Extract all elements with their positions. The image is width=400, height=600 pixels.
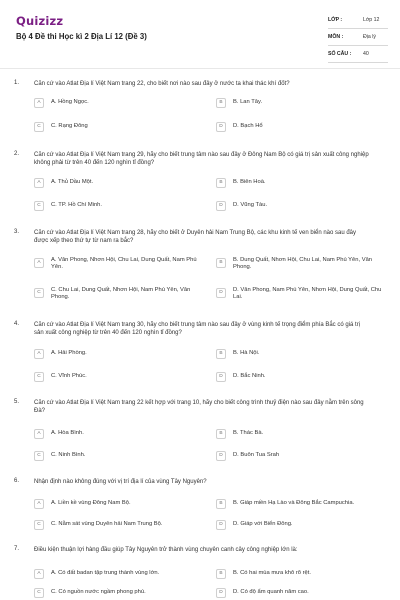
option-text: C. Chu Lai, Dung Quất, Nhơn Hội, Nam Phú Yên, Vân Phong. bbox=[51, 287, 191, 301]
option-letter-box: D bbox=[216, 588, 226, 598]
question-number: 4. bbox=[14, 321, 20, 327]
option-letter-box: B bbox=[216, 499, 226, 509]
option-text: D. Vân Phong, Nam Phú Yên, Nhơn Hội, Dung Quất, Chu Lai. bbox=[233, 287, 382, 301]
option-text: A. Liền kề vùng Đông Nam Bộ. bbox=[51, 500, 131, 506]
option-text: A. Hồng Ngọc. bbox=[51, 99, 89, 105]
option-text: B. Thác Bà. bbox=[233, 430, 264, 436]
option-letter-box: B bbox=[216, 349, 226, 359]
option-a[interactable] bbox=[34, 254, 206, 275]
meta-row-count bbox=[328, 46, 388, 63]
meta-row-subject bbox=[328, 29, 388, 46]
question-text: Nhận định nào không đúng với vị trí địa lí của vùng Tây Nguyên? bbox=[34, 479, 207, 485]
meta-label: LỚP : bbox=[328, 17, 343, 23]
option-text: D. Giáp với Biển Đông. bbox=[233, 521, 293, 527]
option-text: B. Dung Quất, Nhơn Hội, Chu Lai, Nam Phú Yên, Vân Phong. bbox=[233, 257, 373, 271]
option-d[interactable] bbox=[216, 199, 388, 213]
option-text: B. Có hai mùa mưa khô rõ rệt. bbox=[233, 570, 311, 576]
option-c[interactable] bbox=[34, 370, 206, 384]
option-b[interactable] bbox=[216, 427, 388, 441]
option-text: B. Biên Hoà. bbox=[233, 179, 266, 185]
option-text: D. Bạch Hổ bbox=[233, 123, 263, 129]
option-letter-box: C bbox=[34, 372, 44, 382]
option-text: A. Hải Phòng. bbox=[51, 350, 87, 356]
quizizz-logo: Quizizz bbox=[16, 14, 64, 28]
question-number: 3. bbox=[14, 229, 20, 235]
option-letter-box: D bbox=[216, 122, 226, 132]
option-b[interactable] bbox=[216, 96, 388, 110]
option-letter-box: B bbox=[216, 258, 226, 268]
option-c[interactable] bbox=[34, 449, 206, 463]
question-text: Căn cứ vào Atlat Địa lí Việt Nam trang 28, hãy cho biết ở Duyên hải Nam Trung Bộ, các khu kinh tế ven biển nào sau đây được xếp theo thứ tự từ nam ra bắc? bbox=[34, 230, 357, 245]
option-letter-box: A bbox=[34, 98, 44, 108]
meta-value: Lớp 12 bbox=[363, 17, 380, 23]
option-text: A. Có đất badan tập trung thành vùng lớn. bbox=[51, 570, 160, 576]
option-letter-box: B bbox=[216, 178, 226, 188]
option-a[interactable] bbox=[34, 176, 206, 190]
option-letter-box: A bbox=[34, 569, 44, 579]
option-letter-box: B bbox=[216, 98, 226, 108]
option-text: C. TP. Hồ Chí Minh. bbox=[51, 202, 103, 208]
option-text: C. Ninh Bình. bbox=[51, 452, 86, 458]
question-text: Căn cứ vào Atlat Địa lí Việt Nam trang 30, hãy cho biết trung tâm nào sau đây ở vùng kinh tế trọng điểm phía Bắc có giá trị sản xuất công nghiệp từ trên 40 đến 120 nghìn tỉ đồng? bbox=[34, 322, 361, 337]
option-d[interactable] bbox=[216, 518, 388, 532]
option-letter-box: D bbox=[216, 288, 226, 298]
question-text: Căn cứ vào Atlat Địa lí Việt Nam trang 22 kết hợp với trang 10, hãy cho biết công trình thuỷ điện nào sau đây nằm trên sông Đà? bbox=[34, 400, 364, 415]
option-text: D. Bắc Ninh. bbox=[233, 373, 266, 379]
option-letter-box: D bbox=[216, 372, 226, 382]
option-letter-box: C bbox=[34, 288, 44, 298]
option-letter-box: B bbox=[216, 569, 226, 579]
option-b[interactable] bbox=[216, 347, 388, 361]
option-c[interactable] bbox=[34, 586, 206, 600]
option-text: D. Có độ ẩm quanh năm cao. bbox=[233, 589, 309, 595]
option-letter-box: C bbox=[34, 201, 44, 211]
option-letter-box: D bbox=[216, 520, 226, 530]
option-d[interactable] bbox=[216, 284, 388, 305]
meta-row-class bbox=[328, 12, 388, 29]
option-b[interactable] bbox=[216, 176, 388, 190]
option-a[interactable] bbox=[34, 96, 206, 110]
header-divider bbox=[0, 68, 400, 69]
meta-value: 40 bbox=[363, 51, 369, 57]
option-text: A. Thủ Dầu Một. bbox=[51, 179, 94, 185]
option-text: A. Vân Phong, Nhơn Hội, Chu Lai, Dung Quất, Nam Phú Yên. bbox=[51, 257, 197, 271]
question-text: Điều kiện thuận lợi hàng đầu giúp Tây Nguyên trở thành vùng chuyên canh cây công nghiệp lớn là: bbox=[34, 547, 298, 553]
question-number: 2. bbox=[14, 151, 20, 157]
worksheet-meta bbox=[328, 12, 388, 63]
worksheet-title: Bộ 4 Đề thi Học kì 2 Địa Lí 12 (Đề 3) bbox=[16, 32, 147, 41]
option-text: D. Buôn Tua Srah bbox=[233, 452, 280, 458]
option-letter-box: C bbox=[34, 451, 44, 461]
option-a[interactable] bbox=[34, 427, 206, 441]
option-a[interactable] bbox=[34, 567, 206, 581]
option-c[interactable] bbox=[34, 199, 206, 213]
question-text: Căn cứ vào Atlat Địa lí Việt Nam trang 22, cho biết nơi nào sau đây ở nước ta khai thác khí đốt? bbox=[34, 81, 290, 87]
meta-label: MÔN : bbox=[328, 34, 344, 40]
option-text: C. Nằm sát vùng Duyên hải Nam Trung Bộ. bbox=[51, 521, 163, 527]
option-letter-box: A bbox=[34, 349, 44, 359]
option-c[interactable] bbox=[34, 518, 206, 532]
option-text: B. Giáp miền Hạ Lào và Đông Bắc Campuchia. bbox=[233, 500, 355, 506]
option-a[interactable] bbox=[34, 497, 206, 511]
option-text: B. Hà Nội. bbox=[233, 350, 260, 356]
option-d[interactable] bbox=[216, 120, 388, 134]
option-letter-box: A bbox=[34, 499, 44, 509]
option-text: A. Hòa Bình. bbox=[51, 430, 84, 436]
option-letter-box: C bbox=[34, 520, 44, 530]
option-a[interactable] bbox=[34, 347, 206, 361]
option-letter-box: D bbox=[216, 201, 226, 211]
option-text: B. Lan Tây. bbox=[233, 99, 263, 105]
option-letter-box: C bbox=[34, 122, 44, 132]
question-number: 7. bbox=[14, 546, 20, 552]
meta-label: SỐ CÂU : bbox=[328, 51, 352, 57]
question-number: 1. bbox=[14, 80, 20, 86]
option-letter-box: A bbox=[34, 429, 44, 439]
question-text: Căn cứ vào Atlat Địa lí Việt Nam trang 29, hãy cho biết trung tâm nào sau đây ở Đông Nam Bộ có giá trị sản xuất công nghiệp không phải từ trên 40 đến 120 nghìn tỉ đồng? bbox=[34, 152, 369, 167]
option-text: C. Vĩnh Phúc. bbox=[51, 373, 87, 379]
option-letter-box: D bbox=[216, 451, 226, 461]
option-letter-box: B bbox=[216, 429, 226, 439]
question-number: 6. bbox=[14, 478, 20, 484]
option-text: C. Có nguồn nước ngầm phong phú. bbox=[51, 589, 146, 595]
option-letter-box: A bbox=[34, 258, 44, 268]
meta-value: Địa lý bbox=[363, 34, 376, 40]
option-b[interactable] bbox=[216, 497, 388, 511]
worksheet-header bbox=[0, 0, 400, 68]
option-c[interactable] bbox=[34, 120, 206, 134]
option-d[interactable] bbox=[216, 586, 388, 600]
question-number: 5. bbox=[14, 399, 20, 405]
option-d[interactable] bbox=[216, 449, 388, 463]
option-b[interactable] bbox=[216, 567, 388, 581]
option-letter-box: C bbox=[34, 588, 44, 598]
option-b[interactable] bbox=[216, 254, 388, 275]
option-letter-box: A bbox=[34, 178, 44, 188]
option-d[interactable] bbox=[216, 370, 388, 384]
option-text: C. Rạng Đông bbox=[51, 123, 88, 129]
option-text: D. Vũng Tàu. bbox=[233, 202, 268, 208]
option-c[interactable] bbox=[34, 284, 206, 305]
